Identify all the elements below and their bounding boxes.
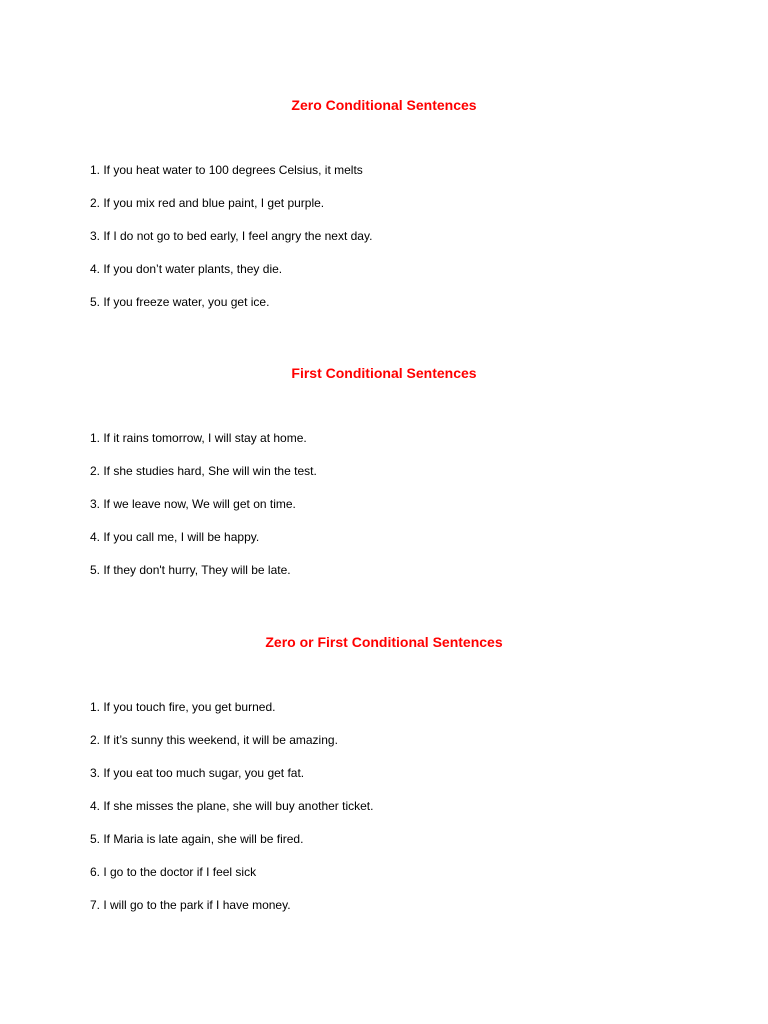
list-item: 4. If you call me, I will be happy.	[90, 530, 260, 544]
list-item: 1. If it rains tomorrow, I will stay at home.	[90, 431, 307, 445]
list-item: 2. If you mix red and blue paint, I get purple.	[90, 196, 325, 210]
list-item: 6. I go to the doctor if I feel sick	[90, 865, 257, 879]
list-item: 7. I will go to the park if I have money.	[90, 898, 291, 912]
sentence-list	[90, 430, 317, 595]
list-item: 3. If I do not go to bed early, I feel angry the next day.	[90, 229, 373, 243]
list-item: 5. If they don't hurry, They will be late.	[90, 563, 291, 577]
list-item: 2. If it’s sunny this weekend, it will be amazing.	[90, 733, 338, 747]
list-item: 1. If you touch fire, you get burned.	[90, 700, 276, 714]
sentence-list	[90, 699, 373, 930]
list-item: 3. If you eat too much sugar, you get fat.	[90, 766, 305, 780]
list-item: 4. If you don’t water plants, they die.	[90, 262, 283, 276]
list-item: 5. If Maria is late again, she will be fired.	[90, 832, 304, 846]
list-item: 1. If you heat water to 100 degrees Celsius, it melts	[90, 163, 363, 177]
list-item: 4. If she misses the plane, she will buy another ticket.	[90, 799, 374, 813]
sentence-list	[90, 162, 372, 327]
section-title: Zero Conditional Sentences	[291, 97, 477, 113]
section-title: Zero or First Conditional Sentences	[265, 634, 503, 650]
list-item: 5. If you freeze water, you get ice.	[90, 295, 270, 309]
list-item: 2. If she studies hard, She will win the test.	[90, 464, 317, 478]
section-title: First Conditional Sentences	[291, 365, 477, 381]
list-item: 3. If we leave now, We will get on time.	[90, 497, 296, 511]
